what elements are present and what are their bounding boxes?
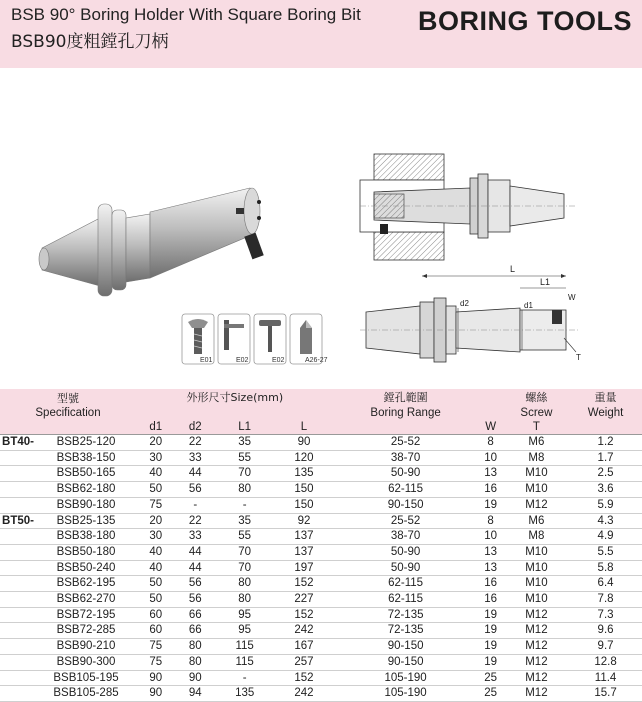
W-cell: 25 [484,687,498,700]
series-cell [0,670,36,686]
screw-cell: M10 [525,577,548,590]
model-cell: BSB62-180 [56,483,116,496]
header-weight-en: Weight [587,407,624,419]
d1-cell: 75 [149,640,163,653]
W-cell: 19 [484,655,498,668]
d2-cell: 66 [188,608,202,621]
screw-cell: M12 [525,655,548,668]
L1-cell: 70 [238,467,252,480]
range-cell: 62-115 [388,593,424,606]
d2-cell: 22 [188,514,202,527]
L1-cell: 80 [238,593,252,606]
W-cell: 19 [484,608,498,621]
table-row [0,435,642,451]
series-cell [0,529,36,545]
model-cell: BSB38-150 [56,451,116,464]
L-cell: 242 [294,624,314,637]
accessory-code: E01 [200,357,213,364]
W-cell: 19 [484,624,498,637]
accessory-code: A26-27 [305,357,328,364]
d2-cell: 33 [188,451,202,464]
table-header-row-1 [0,389,642,406]
screw-cell: M8 [528,451,545,464]
d2-cell: 56 [188,577,202,590]
W-cell: 13 [484,467,498,480]
L1-cell: 80 [238,483,252,496]
dim-label-L1: L1 [540,277,551,287]
table-row [0,592,642,608]
dimension-drawing [360,258,590,378]
series-cell [0,482,36,498]
L1-cell: 35 [238,514,252,527]
series-cell [0,576,36,592]
accessory-code: E02 [236,357,249,364]
d1-cell: 50 [149,593,163,606]
header-range-zh: 鏜孔範圍 [383,390,428,404]
table-header-row-3 [0,420,642,435]
L-cell: 152 [294,608,314,621]
dim-label-d1: d1 [524,301,533,310]
weight-cell: 9.6 [597,624,614,637]
series-cell [0,560,36,576]
table-row [0,466,642,482]
L-cell: 197 [294,561,314,574]
L-cell: 150 [294,483,314,496]
series-cell [0,544,36,560]
model-cell: BSB72-195 [56,608,116,621]
screw-cell: M12 [525,498,548,511]
d1-cell: 40 [149,561,163,574]
L-cell: 135 [294,467,314,480]
W-cell: 13 [484,545,498,558]
series-cell [0,607,36,623]
screw-icon [182,314,214,364]
W-cell: 25 [484,671,498,684]
L1-cell: - [242,671,247,684]
header-spec-zh: 型號 [57,392,79,405]
L1-cell: 55 [238,451,252,464]
d2-cell: 94 [188,687,202,700]
range-cell: 72-135 [387,608,424,621]
L-cell: 242 [294,687,314,700]
W-cell: 10 [484,451,498,464]
model-cell: BSB62-270 [56,593,116,606]
W-cell: 8 [487,514,494,527]
dim-label-d2: d2 [460,299,469,308]
L1-cell: 35 [238,436,252,448]
L-cell: 137 [294,545,314,558]
t-handle-wrench-icon [254,314,286,364]
table-body [0,435,642,702]
series-cell [0,654,36,670]
L1-cell: 135 [235,687,255,700]
weight-cell: 9.7 [597,640,614,653]
W-cell: 16 [484,483,498,496]
d1-cell: 75 [149,498,163,511]
d1-cell: 90 [149,687,163,700]
d1-cell: 75 [149,655,163,668]
range-cell: 90-150 [387,655,424,668]
range-cell: 62-115 [388,577,424,590]
W-cell: 13 [484,561,498,574]
screw-cell: M6 [528,514,545,527]
weight-cell: 1.7 [597,451,614,464]
range-cell: 50-90 [390,545,421,558]
d2-cell: 80 [188,655,202,668]
header-T: T [532,421,540,433]
d1-cell: 40 [149,467,163,480]
model-cell: BSB50-240 [56,561,116,574]
model-cell: BSB105-195 [53,671,119,684]
series-cell [0,466,36,482]
table-row [0,513,642,529]
L1-cell: 70 [238,545,252,558]
table-row [0,482,642,498]
L-cell: 120 [294,451,314,464]
dim-label-W: W [568,293,576,302]
range-cell: 62-115 [388,483,424,496]
table-header-row-2 [0,406,642,420]
range-cell: 38-70 [390,530,421,543]
d1-cell: 90 [149,671,163,684]
weight-cell: 11.4 [594,671,617,684]
weight-cell: 3.6 [597,483,614,496]
t-wrench-icon [218,314,250,364]
header-size-group: 外形尺寸Size(mm) [186,390,284,404]
range-cell: 105-190 [384,687,427,700]
range-cell: 90-150 [387,640,424,653]
L1-cell: 55 [238,530,252,543]
weight-cell: 4.3 [597,514,614,527]
table-row [0,607,642,623]
table-row [0,670,642,686]
table-row [0,544,642,560]
series-cell [0,639,36,655]
header-band [0,0,642,68]
title-chinese: BSB90度粗鏜孔刀柄 [11,32,169,52]
weight-cell: 5.5 [597,545,614,558]
screw-cell: M12 [525,640,548,653]
L-cell: 152 [294,577,314,590]
d2-cell: 56 [188,593,202,606]
model-cell: BSB38-180 [56,530,116,543]
screw-cell: M12 [525,608,548,621]
header-W: W [485,421,497,433]
table-row [0,654,642,670]
d2-cell: 80 [188,640,202,653]
screw-cell: M10 [525,545,548,558]
weight-cell: 5.9 [597,498,614,511]
model-cell: BSB50-180 [56,545,116,558]
L-cell: 152 [294,671,314,684]
model-cell: BSB50-165 [56,467,116,480]
screw-cell: M12 [525,687,548,700]
accessories-strip [182,314,328,366]
W-cell: 16 [484,593,498,606]
model-cell: BSB105-285 [53,687,119,700]
model-cell: BSB90-210 [56,640,116,653]
W-cell: 19 [484,640,498,653]
d1-cell: 20 [149,514,163,527]
weight-cell: 12.8 [594,655,617,668]
series-cell [0,686,36,702]
series-cell: BT40- [2,436,34,448]
model-cell: BSB25-135 [56,514,116,527]
L1-cell: 115 [235,640,254,653]
header-screw-zh: 螺絲 [525,390,548,404]
screw-cell: M6 [528,436,545,448]
d1-cell: 30 [149,530,163,543]
screw-cell: M10 [525,467,548,480]
L1-cell: - [242,498,247,511]
d2-cell: 44 [188,545,202,558]
header-L: L [300,421,308,433]
header-spec-en: Specification [35,407,101,419]
d2-cell: 56 [188,483,202,496]
weight-cell: 4.9 [597,530,614,543]
weight-cell: 1.2 [597,436,614,448]
L-cell: 257 [294,655,314,668]
weight-cell: 5.8 [597,561,614,574]
series-cell [0,497,36,513]
range-cell: 105-190 [384,671,427,684]
header-range-en: Boring Range [370,407,441,419]
L-cell: 227 [294,593,314,606]
range-cell: 50-90 [390,467,421,480]
model-cell: BSB90-300 [56,655,116,668]
model-cell: BSB72-285 [56,624,116,637]
weight-cell: 15.7 [594,687,617,700]
table-row [0,639,642,655]
boring-holder-photo [40,178,280,298]
table-row [0,560,642,576]
header-d2: d2 [188,421,202,433]
L-cell: 150 [294,498,314,511]
range-cell: 25-52 [390,436,421,448]
table-row [0,497,642,513]
d2-cell: 66 [188,624,202,637]
L1-cell: 95 [238,608,252,621]
W-cell: 19 [484,498,498,511]
d1-cell: 60 [149,624,163,637]
W-cell: 8 [487,436,494,448]
accessory-code: E02 [272,357,285,364]
d2-cell: 22 [188,436,202,448]
d1-cell: 50 [149,483,163,496]
table-row [0,623,642,639]
dim-label-T: T [576,353,581,362]
d1-cell: 40 [149,545,163,558]
L1-cell: 95 [238,624,252,637]
specification-table [0,389,642,702]
d1-cell: 30 [149,451,163,464]
weight-cell: 6.4 [597,577,614,590]
series-cell [0,592,36,608]
range-cell: 38-70 [390,451,421,464]
d2-cell: 33 [188,530,202,543]
d2-cell: 44 [188,467,202,480]
title-english: BSB 90° Boring Holder With Square Boring Bit [11,5,361,24]
weight-cell: 2.5 [597,467,614,480]
d2-cell: 44 [188,561,202,574]
screw-cell: M10 [525,483,548,496]
W-cell: 10 [484,530,498,543]
header-weight-zh: 重量 [594,390,617,404]
weight-cell: 7.3 [597,608,614,621]
d2-cell: - [193,498,198,511]
header-d1: d1 [149,421,163,433]
L-cell: 90 [297,436,311,448]
L1-cell: 80 [238,577,252,590]
screw-cell: M10 [525,561,548,574]
L-cell: 137 [294,530,314,543]
boring-bit-icon [290,314,328,364]
screw-cell: M12 [525,624,548,637]
L-cell: 92 [297,514,311,527]
table-row [0,450,642,466]
brand-heading: BORING TOOLS [417,6,632,36]
model-cell: BSB62-195 [56,577,116,590]
L-cell: 167 [294,640,314,653]
range-cell: 72-135 [387,624,424,637]
table-row [0,529,642,545]
d1-cell: 50 [149,577,163,590]
L1-cell: 115 [235,655,254,668]
model-cell: BSB25-120 [56,436,116,448]
d1-cell: 20 [149,436,163,448]
header-L1: L1 [238,421,252,433]
table-row [0,576,642,592]
screw-cell: M10 [525,593,548,606]
range-cell: 90-150 [387,498,424,511]
screw-cell: M12 [525,671,548,684]
table-row [0,686,642,702]
dim-label-L: L [510,264,516,274]
W-cell: 16 [484,577,498,590]
model-cell: BSB90-180 [56,498,116,511]
section-drawing-in-use [360,146,590,266]
weight-cell: 7.8 [597,593,614,606]
d1-cell: 60 [149,608,163,621]
header-screw-en: Screw [520,407,553,419]
series-cell: BT50- [2,514,34,527]
series-cell [0,450,36,466]
range-cell: 50-90 [390,561,421,574]
d2-cell: 90 [188,671,202,684]
screw-cell: M8 [528,530,545,543]
range-cell: 25-52 [390,514,421,527]
L1-cell: 70 [238,561,252,574]
series-cell [0,623,36,639]
